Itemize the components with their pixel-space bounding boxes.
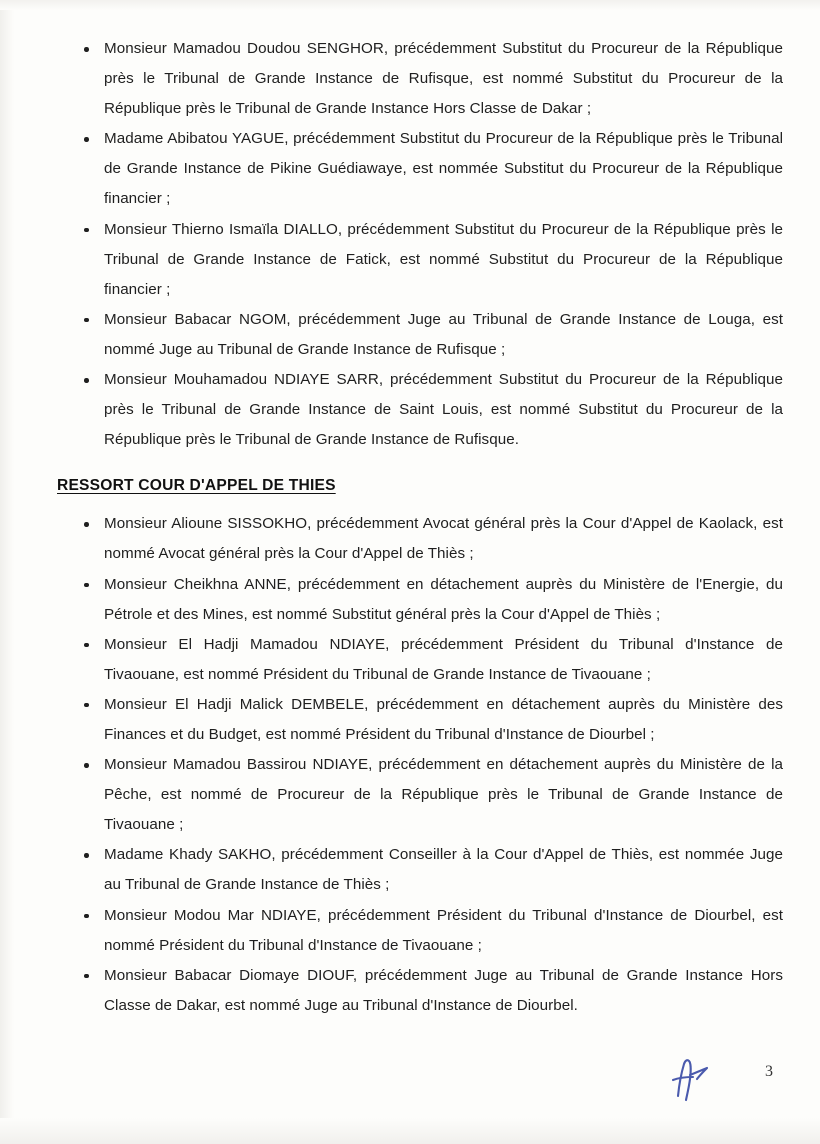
document-body bbox=[57, 34, 783, 1021]
page-number: 3 bbox=[765, 1063, 773, 1080]
list-item: Monsieur Mamadou Doudou SENGHOR, précédemment Substitut du Procureur de la République près le Tribunal de Grande Instance de Rufisque, est nommé Substitut du Procureur de la République près le Tribunal de Grande Instance Hors Classe de Dakar ; bbox=[57, 34, 783, 124]
appointment-list-section-2 bbox=[57, 509, 783, 1021]
scan-edge-top bbox=[0, 0, 820, 10]
list-item: Madame Abibatou YAGUE, précédemment Substitut du Procureur de la République près le Tribunal de Grande Instance de Pikine Guédiawaye, est nommée Substitut du Procureur de la République financier ; bbox=[57, 124, 783, 214]
section-heading-wrapper bbox=[57, 455, 783, 509]
list-item: Monsieur Modou Mar NDIAYE, précédemment Président du Tribunal d'Instance de Diourbel, est nommé Président du Tribunal d'Instance de Tivaouane ; bbox=[57, 901, 783, 961]
list-item: Monsieur Mamadou Bassirou NDIAYE, précédemment en détachement auprès du Ministère de la Pêche, est nommé de Procureur de la République près le Tribunal de Grande Instance de Tivaouane ; bbox=[57, 750, 783, 840]
handwritten-signature-icon bbox=[662, 1052, 718, 1106]
list-item: Monsieur Thierno Ismaïla DIALLO, précédemment Substitut du Procureur de la République près le Tribunal de Grande Instance de Fatick, est nommé Substitut du Procureur de la République financier ; bbox=[57, 215, 783, 305]
list-item: Monsieur El Hadji Malick DEMBELE, précédemment en détachement auprès du Ministère des Finances et du Budget, est nommé Président du Tribunal d'Instance de Diourbel ; bbox=[57, 690, 783, 750]
list-item: Monsieur El Hadji Mamadou NDIAYE, précédemment Président du Tribunal d'Instance de Tivaouane, est nommé Président du Tribunal de Grande Instance de Tivaouane ; bbox=[57, 630, 783, 690]
list-item: Monsieur Babacar Diomaye DIOUF, précédemment Juge au Tribunal de Grande Instance Hors Classe de Dakar, est nommé Juge au Tribunal d'Instance de Diourbel. bbox=[57, 961, 783, 1021]
list-item: Monsieur Mouhamadou NDIAYE SARR, précédemment Substitut du Procureur de la République près le Tribunal de Grande Instance de Saint Louis, est nommé Substitut du Procureur de la République près le Tribunal de Grande Instance de Rufisque. bbox=[57, 365, 783, 455]
section-heading-thies: RESSORT COUR D'APPEL DE THIES bbox=[57, 477, 336, 495]
scan-edge-left bbox=[0, 0, 14, 1144]
list-item: Monsieur Cheikhna ANNE, précédemment en détachement auprès du Ministère de l'Energie, du Pétrole et des Mines, est nommé Substitut général près la Cour d'Appel de Thiès ; bbox=[57, 570, 783, 630]
scan-edge-bottom bbox=[0, 1118, 820, 1144]
appointment-list-section-1 bbox=[57, 34, 783, 455]
list-item: Madame Khady SAKHO, précédemment Conseiller à la Cour d'Appel de Thiès, est nommée Juge au Tribunal de Grande Instance de Thiès ; bbox=[57, 840, 783, 900]
list-item: Monsieur Alioune SISSOKHO, précédemment Avocat général près la Cour d'Appel de Kaolack, est nommé Avocat général près la Cour d'Appel de Thiès ; bbox=[57, 509, 783, 569]
list-item: Monsieur Babacar NGOM, précédemment Juge au Tribunal de Grande Instance de Louga, est nommé Juge au Tribunal de Grande Instance de Rufisque ; bbox=[57, 305, 783, 365]
